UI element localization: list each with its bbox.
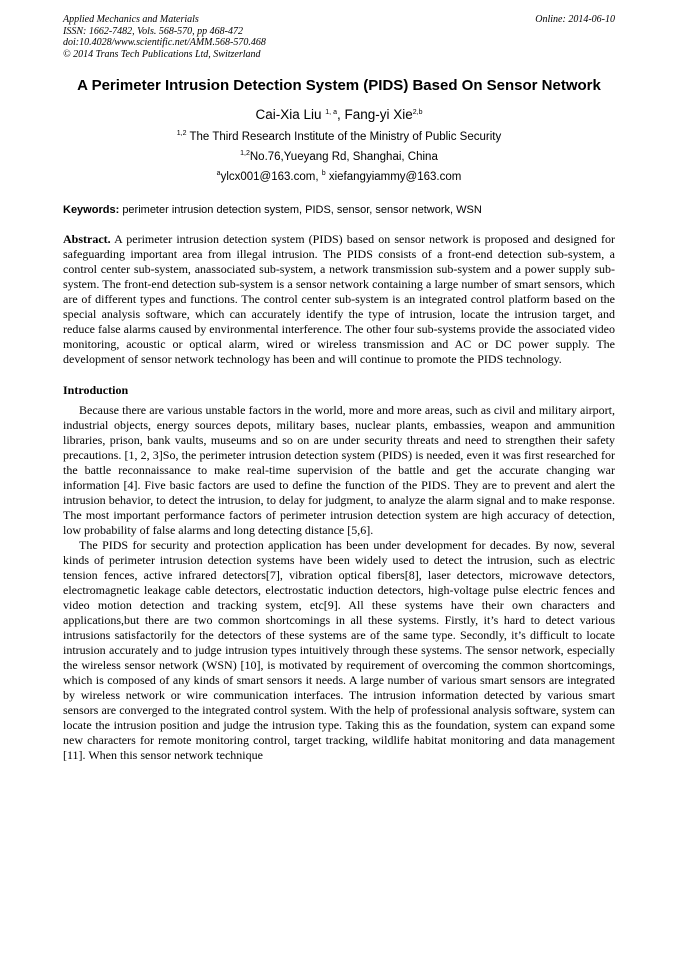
author-separator: , [336, 107, 345, 122]
journal-header [63, 14, 615, 60]
journal-name: Applied Mechanics and Materials [63, 14, 199, 25]
keywords-text: perimeter intrusion detection system, PIDS, sensor, sensor network, WSN [122, 204, 482, 216]
paper-page [63, 14, 615, 763]
affiliation-1-sup: 1,2 [176, 130, 187, 137]
abstract-text: A perimeter intrusion detection system (PIDS) based on sensor network is proposed and designed for safeguarding important area from illegal intrusion. The PIDS consists of a front-end detection sub-system, a control center sub-system, anassociated sub-system, a network transmission sub-system and a power supply sub-system. The front-end detection sub-system is a sensor network containing a large number of smart sensors, which are of different types and functions. The control center sub-system is an integrated control platform based on the special analysis software, which can accurately identify the type of intrusion, locate the intrusion target, and reduce false alarms caused by environmental interference. The other four sub-systems provide the associated video monitoring, acoustic or optical alarm, wired or wireless transmission and AC or DC power supply. The development of sensor network technology has been and will continue to promote the PIDS technology. [63, 232, 615, 366]
issn-line: ISSN: 1662-7482, Vols. 568-570, pp 468-472 [63, 25, 243, 37]
affiliation-2-text: No.76,Yueyang Rd, Shanghai, China [249, 151, 438, 163]
email-line [63, 170, 615, 184]
abstract-section [63, 232, 615, 367]
email-2-sup: b [321, 170, 326, 177]
keywords-section [63, 204, 615, 216]
doi-line: doi:10.4028/www.scientific.net/AMM.568-570.468 [63, 37, 266, 48]
affiliation-2-sup: 1,2 [240, 150, 250, 157]
introduction-heading: Introduction [63, 383, 129, 397]
keywords-label: Keywords: [63, 204, 120, 216]
email-1: ylcx001@163.com, [220, 171, 319, 183]
affiliation-2 [63, 150, 615, 164]
author-2: Fang-yi Xie [344, 107, 413, 122]
author-1: Cai-Xia Liu [255, 107, 322, 122]
author-line [63, 106, 615, 124]
author-1-sup: 1, a [325, 109, 337, 116]
introduction-paragraph-1: Because there are various unstable factors in the world, more and more areas, such as civil and military airport, industrial objects, energy sources depots, military bases, nuclear plants, embassies, weapon and ammunition libraries, prison, bank vaults, museums and so on are under security threats and need to strengthen their safety precautions. [1, 2, 3]So, the perimeter intrusion detection system (PIDS) is needed, even it was first researched for the battle reconnaissance to make real-time supervision of the battle and get the accurate changing war information [4]. Five basic factors are used to define the function of the PIDS. They are to prevent and alert the intrusion behavior, to detect the intrusion, to delay for judgment, to analyze the alarm signal and to make response. The most important performance factors of perimeter intrusion detection system are high accuracy of detection, low probability of false alarms and long detecting distance [5,6]. [63, 403, 615, 537]
copyright-line: © 2014 Trans Tech Publications Ltd, Switzerland [63, 48, 261, 60]
affiliation-1 [63, 130, 615, 144]
email-2: xiefangyiammy@163.com [328, 171, 462, 183]
introduction-paragraph-2: The PIDS for security and protection application has been under development for decades. By now, several kinds of perimeter intrusion detection systems have been widely used to detect the intrusion, such as electric tension fences, active infrared detectors[7], vibration optical fibers[8], laser detectors, microwave detectors, electromagnetic leakage cable detectors, electrostatic induction detectors, high-voltage pulse electric fences and video motion detection and tracking system, etc[9]. All these systems have their own characters and applications,but there are two common shortcomings in all these systems. Firstly, it’s hard to detect various intrusions satisfactorily for the detectors of these systems are of the same type. Secondly, it’s difficult to locate intrusion accurately and to judge intrusion types intuitively through these systems. The sensor network, especially the wireless sensor network (WSN) [10], is motivated by requirement of overcoming the common shortcomings, which is composed of any kinds of smart sensors it needs. A large number of various smart sensors are integrated by wireless network or wire communication interfaces. The intrusion information detected by various smart sensors are converged to the integrated control system. With the help of professional analysis software, system can locate the intrusion position and judge the intrusion type. Taking this as the foundation, system can expand some new characters for remote monitoring control, target tracking, wildlife habitat monitoring and data management [11]. When this sensor network technique [63, 538, 615, 762]
introduction-body [63, 403, 615, 763]
paper-title: A Perimeter Intrusion Detection System (PIDS) Based On Sensor Network [77, 77, 601, 94]
author-2-sup: 2,b [412, 109, 423, 116]
affiliation-1-text: The Third Research Institute of the Ministry of Public Security [189, 131, 502, 143]
online-date: Online: 2014-06-10 [535, 14, 615, 25]
abstract-label: Abstract. [63, 232, 111, 246]
email-1-sup: a [216, 170, 221, 177]
